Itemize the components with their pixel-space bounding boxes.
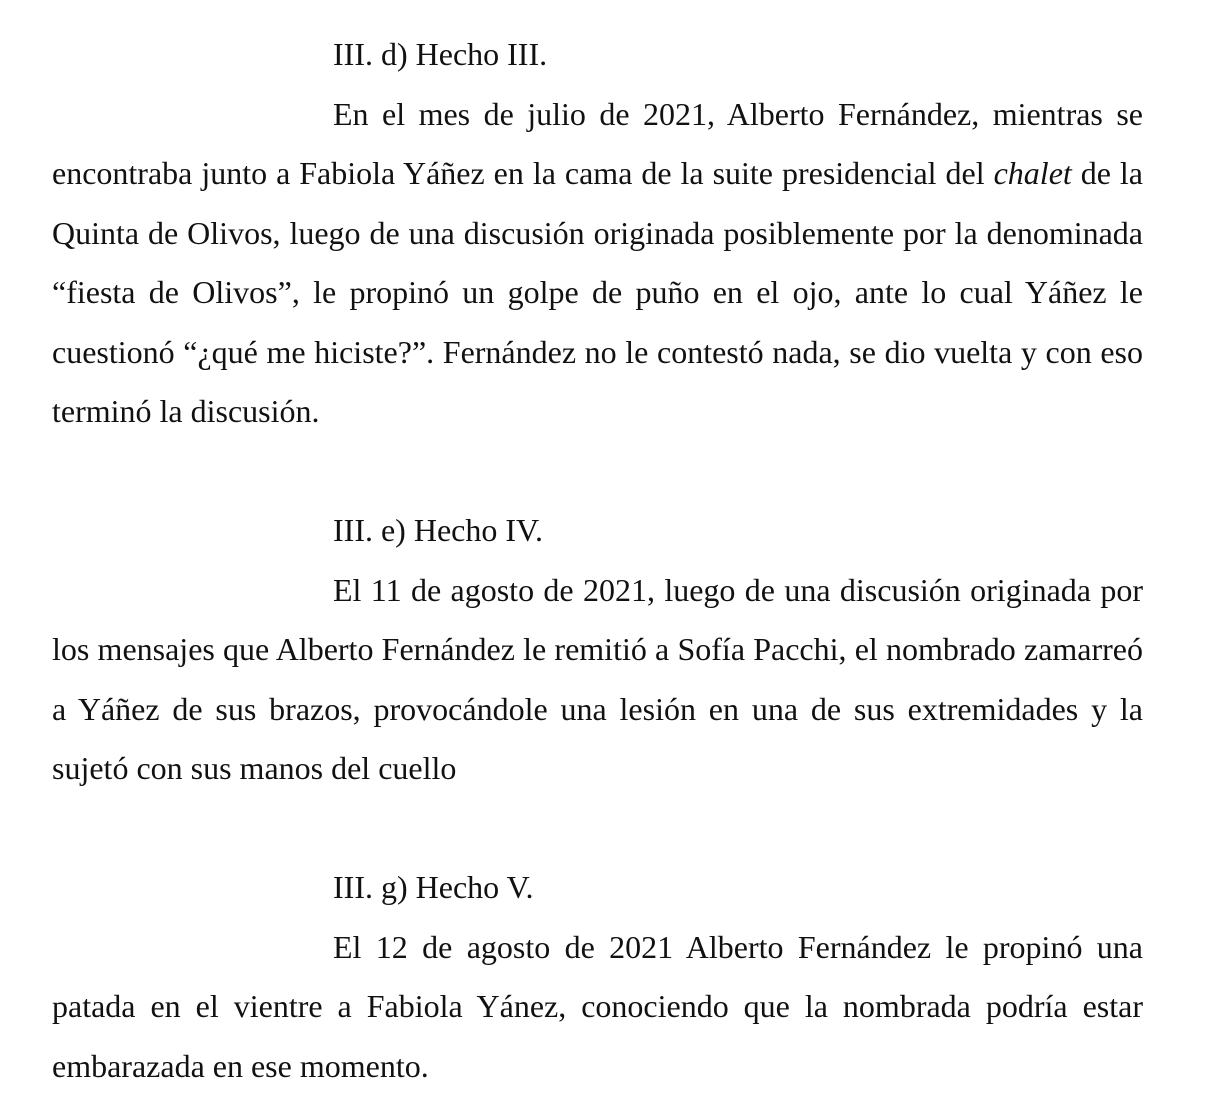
section-hecho-iv (52, 501, 1143, 799)
section-paragraph: El 11 de agosto de 2021, luego de una discusión originada por los mensajes que Alberto Fernández le remitió a Sofía Pacchi, el nombrado zamarreó a Yáñez de sus brazos, provocándole una lesión en una de sus extremidades y la sujetó con sus manos del cuello (52, 571, 1143, 786)
document-page (52, 25, 1143, 1096)
italic-word: chalet (993, 155, 1072, 191)
section-spacer (52, 799, 1143, 859)
section-heading: III. g) Hecho V. (333, 869, 534, 905)
section-paragraph (52, 85, 1143, 442)
section-hecho-v (52, 858, 1143, 1096)
section-heading: III. d) Hecho III. (333, 36, 548, 72)
section-hecho-iii (52, 25, 1143, 442)
section-heading: III. e) Hecho IV. (333, 512, 543, 548)
section-spacer (52, 442, 1143, 502)
paragraph-text: En el mes de julio de 2021, Alberto Fernández, mientras se encontraba junto a Fabiola Yáñez en la cama de la suite presidencial del (52, 95, 1143, 191)
section-paragraph: El 12 de agosto de 2021 Alberto Fernández le propinó una patada en el vientre a Fabiola Yánez, conociendo que la nombrada podría estar embarazada en ese momento. (52, 928, 1143, 1084)
paragraph-text: de la Quinta de Olivos, luego de una discusión originada posiblemente por la denominada “fiesta de Olivos”, le propinó un golpe de puño en el ojo, ante lo cual Yáñez le cuestionó “¿qué me hiciste?”. Fernández no le contestó nada, se dio vuelta y con eso terminó la discusión. (52, 155, 1144, 429)
